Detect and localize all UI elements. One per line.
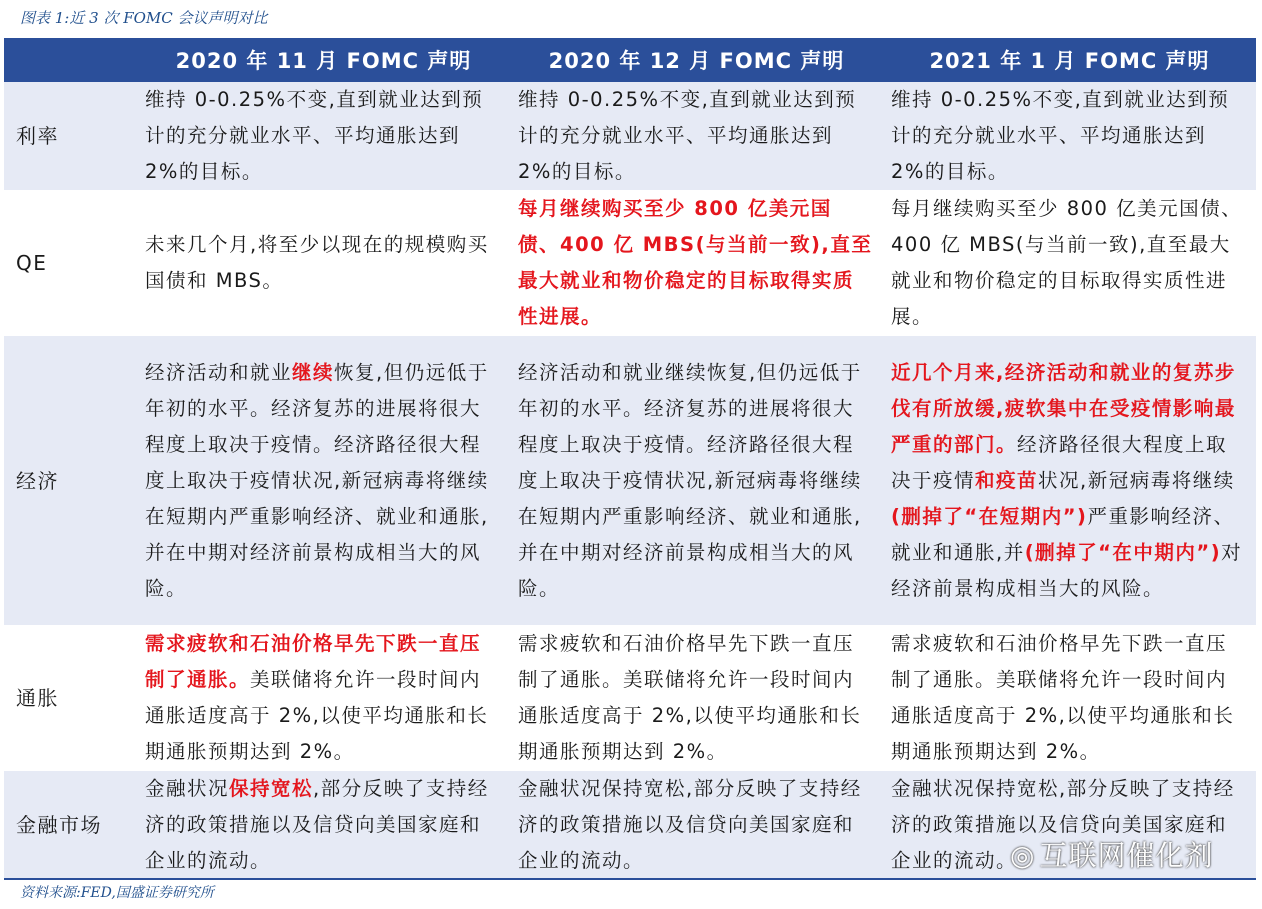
cell-dec: 金融状况保持宽松,部分反映了支持经济的政策措施以及信贷向美国家庭和企业的流动。 [510,771,883,880]
cell-nov: 维持 0-0.25%不变,直到就业达到预计的充分就业水平、平均通胀达到 2%的目标。 [137,82,510,191]
text: 恢复,但仍远低于年初的水平。经济复苏的进展将很大程度上取决于疫情。经济路径很大程度上取决于疫情状况,新冠病毒将继续在短期内严重影响经济、就业和通胀,并在中期对经济前景构成相当大的风险。 [145,360,489,600]
highlight-text: 继续 [292,360,335,384]
bottom-divider [4,878,1256,880]
figure-caption: 图表 1:近 3 次 FOMC 会议声明对比 [20,9,268,27]
fomc-comparison-table [4,38,1256,880]
cell-nov [137,626,510,771]
text: 美联储将允许一段时间内通胀适度高于 2%,以使平均通胀和长期通胀预期达到 2%。 [145,668,489,763]
row-qe [4,191,1256,336]
row-label: QE [4,191,137,336]
cell-nov [137,771,510,880]
cell-jan: 每月继续购买至少 800 亿美元国债、400 亿 MBS(与当前一致),直至最大就业和物价稳定的目标取得实质性进展。 [883,191,1256,336]
highlight-text: 近几个月来,经济活动和就业的复苏步伐有所放缓,疲软集中在受疫情影响最严重的部门。 [891,360,1236,456]
watermark-text: 互联网催化剂 [1039,839,1214,872]
cell-dec: 维持 0-0.25%不变,直到就业达到预计的充分就业水平、平均通胀达到 2%的目标。 [510,82,883,191]
highlight-text: 保持宽松 [229,777,314,800]
text: 对经济前景构成相当大的风险。 [891,540,1243,600]
highlight-text: (删掉了“在短期内”) [891,504,1088,528]
highlight-text: 和疫苗 [975,468,1039,492]
highlight-text: 需求疲软和石油价格早先下跌一直压制了通胀。 [145,632,482,691]
cell-dec: 需求疲软和石油价格早先下跌一直压制了通胀。美联储将允许一段时间内通胀适度高于 2%,以使平均通胀和长期通胀预期达到 2%。 [510,626,883,771]
text: ,部分反映了支持经济的政策措施以及信贷向美国家庭和企业的流动。 [145,777,489,872]
header-2020-nov: 2020 年 11 月 FOMC 声明 [137,38,510,82]
cell-jan: 维持 0-0.25%不变,直到就业达到预计的充分就业水平、平均通胀达到 2%的目标。 [883,82,1256,191]
text: 状况,新冠病毒将继续 [1038,468,1235,492]
header-row [4,38,1256,82]
row-label: 通胀 [4,626,137,771]
text: 严重影响经济、就业和通胀,并 [891,504,1235,564]
text: 经济活动和就业 [145,360,293,384]
cell-jan: 金融状况保持宽松,部分反映了支持经济的政策措施以及信贷向美国家庭和企业的流动。 [883,771,1256,880]
header-2021-jan: 2021 年 1 月 FOMC 声明 [883,38,1256,82]
cell-dec: 经济活动和就业继续恢复,但仍远低于年初的水平。经济复苏的进展将很大程度上取决于疫情。经济路径很大程度上取决于疫情状况,新冠病毒将继续在短期内严重影响经济、就业和通胀,并在中期对经济前景构成相当大的风险。 [510,336,883,626]
row-interest-rate [4,82,1256,191]
row-label: 利率 [4,82,137,191]
text: 经济路径很大程度上取决于疫情 [891,432,1228,492]
cell-dec: 每月继续购买至少 800 亿美元国债、400 亿 MBS(与当前一致),直至最大就业和物价稳定的目标取得实质性进展。 [510,191,883,336]
header-2020-dec: 2020 年 12 月 FOMC 声明 [510,38,883,82]
row-label: 金融市场 [4,771,137,880]
watermark [1010,836,1213,876]
text: 金融状况 [145,777,230,800]
source-note: 资料来源:FED,国盛证券研究所 [20,885,214,901]
highlight-text: (删掉了“在中期内”) [1024,540,1222,564]
row-inflation [4,626,1256,771]
cell-jan [883,336,1256,626]
cell-jan: 需求疲软和石油价格早先下跌一直压制了通胀。美联储将允许一段时间内通胀适度高于 2%,以使平均通胀和长期通胀预期达到 2%。 [883,626,1256,771]
wechat-logo-icon: ◎ [1010,839,1036,872]
row-label: 经济 [4,336,137,626]
row-economy [4,336,1256,626]
cell-nov: 未来几个月,将至少以现在的规模购买国债和 MBS。 [137,191,510,336]
cell-nov [137,336,510,626]
header-blank [4,38,137,82]
